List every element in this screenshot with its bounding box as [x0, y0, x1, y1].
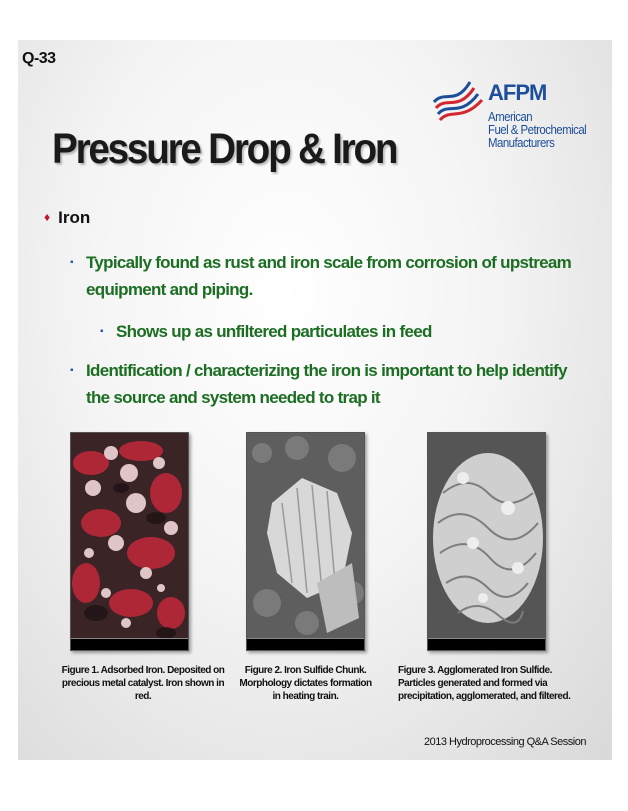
- bullet-text: Typically found as rust and iron scale from corrosion of upstream equipment and piping.: [86, 253, 572, 299]
- bullet-sub2: [70, 357, 580, 411]
- bullet-level1: [44, 208, 90, 228]
- figure-1-micrograph: [70, 432, 189, 651]
- figure-3-micrograph: [427, 432, 546, 651]
- slide-title: Pressure Drop & Iron: [52, 125, 397, 173]
- diamond-bullet-icon: ♦: [44, 210, 51, 224]
- square-bullet-icon: ▪: [70, 365, 73, 376]
- logo-org-name: [488, 110, 586, 149]
- bullet-sub1-child: [100, 318, 570, 345]
- bullet-text: Shows up as unfiltered particulates in feed: [116, 322, 432, 341]
- afpm-logo: [430, 76, 590, 176]
- figure-2-micrograph: [246, 432, 365, 651]
- slide-footer: 2013 Hydroprocessing Q&A Session: [424, 736, 586, 748]
- scale-bar: [71, 638, 188, 650]
- flag-swoosh-icon: [430, 76, 488, 122]
- logo-brand: AFPM: [488, 80, 547, 105]
- figure-2-caption: Figure 2. Iron Sulfide Chunk. Morphology dictates formation in heating train.: [239, 665, 372, 702]
- question-number: Q-33: [22, 50, 56, 67]
- bullet-sub1: [70, 249, 580, 303]
- logo-org-line: American: [488, 109, 533, 124]
- scale-bar: [247, 638, 364, 650]
- logo-org-line: Fuel & Petrochemical: [488, 122, 587, 137]
- scale-bar: [428, 638, 545, 650]
- square-bullet-icon: ▪: [70, 257, 73, 268]
- bullet-text: Iron: [58, 208, 91, 227]
- figure-1-caption: Figure 1. Adsorbed Iron. Deposited on precious metal catalyst. Iron shown in red.: [61, 665, 225, 702]
- bullet-text: Identification / characterizing the iron is important to help identify the source and system needed to trap it: [86, 361, 567, 407]
- figure-3-caption: Figure 3. Agglomerated Iron Sulfide. Particles generated and formed via precipitation, agglomerated, and filtered.: [398, 665, 571, 702]
- square-bullet-icon: ▪: [100, 326, 103, 337]
- logo-org-line: Manufacturers: [488, 135, 555, 150]
